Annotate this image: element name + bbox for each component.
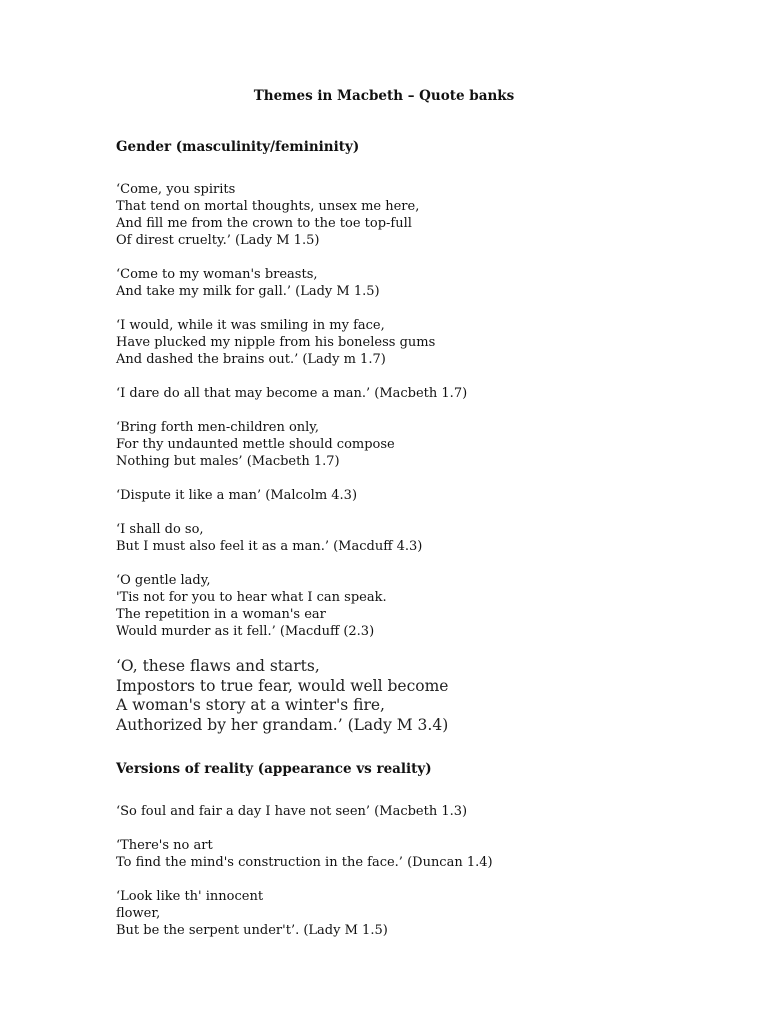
quote-line: ‘O gentle lady,	[116, 573, 211, 588]
quote-line: ‘O, these flaws and starts,	[116, 657, 320, 675]
quote-block-large	[116, 657, 736, 735]
quote-line: 'Tis not for you to hear what I can speak.	[116, 590, 387, 605]
quote-line: ‘Dispute it like a man’ (Malcolm 4.3)	[116, 488, 358, 503]
quote-line: ‘Come to my woman's breasts,	[116, 267, 318, 282]
quote-block	[116, 837, 736, 871]
quote-block	[116, 888, 736, 939]
quote-line: ‘I would, while it was smiling in my face,	[116, 318, 385, 333]
quote-line: ‘So foul and fair a day I have not seen’ (Macbeth 1.3)	[116, 804, 468, 819]
quote-block	[116, 385, 736, 402]
quote-line: That tend on mortal thoughts, unsex me here,	[116, 199, 420, 214]
quote-line: Authorized by her grandam.’ (Lady M 3.4)	[116, 715, 449, 734]
quote-line: The repetition in a woman's ear	[116, 607, 326, 622]
quote-block	[116, 803, 736, 820]
document-body	[116, 139, 736, 956]
quote-block	[116, 572, 736, 640]
quote-line: To find the mind's construction in the face.’ (Duncan 1.4)	[116, 855, 493, 870]
quote-line: Of direst cruelty.’ (Lady M 1.5)	[116, 233, 320, 248]
quote-block	[116, 317, 736, 368]
quote-line: But I must also feel it as a man.’ (Macduff 4.3)	[116, 539, 423, 554]
quote-line: ‘Bring forth men-children only,	[116, 420, 320, 435]
quote-line: A woman's story at a winter's fire,	[116, 696, 385, 714]
quote-line: Nothing but males’ (Macbeth 1.7)	[116, 454, 340, 469]
quote-line: flower,	[116, 906, 161, 921]
quote-line: And dashed the brains out.’ (Lady m 1.7)	[116, 352, 386, 367]
quote-block	[116, 419, 736, 470]
quote-block	[116, 181, 736, 249]
quote-line: Would murder as it fell.’ (Macduff (2.3)	[116, 624, 375, 639]
quote-block	[116, 487, 736, 504]
quote-line: And take my milk for gall.’ (Lady M 1.5)	[116, 284, 380, 299]
quote-block	[116, 266, 736, 300]
quote-line: ‘There's no art	[116, 838, 213, 853]
quote-line: ‘Look like th' innocent	[116, 889, 264, 904]
quote-line: ‘I shall do so,	[116, 522, 204, 537]
section-heading-reality: Versions of reality (appearance vs reality)	[116, 761, 432, 777]
quote-line: ‘I dare do all that may become a man.’ (Macbeth 1.7)	[116, 386, 468, 401]
quote-line: Have plucked my nipple from his boneless gums	[116, 335, 436, 350]
quote-line: Impostors to true fear, would well become	[116, 676, 449, 695]
quote-line: But be the serpent under't’. (Lady M 1.5)	[116, 923, 388, 938]
section-heading-gender: Gender (masculinity/femininity)	[116, 139, 360, 155]
quote-block	[116, 521, 736, 555]
quote-line: ‘Come, you spirits	[116, 182, 236, 197]
quote-line: For thy undaunted mettle should compose	[116, 437, 395, 452]
document-title: Themes in Macbeth – Quote banks	[253, 88, 515, 104]
quote-line: And fill me from the crown to the toe top-full	[116, 216, 412, 231]
